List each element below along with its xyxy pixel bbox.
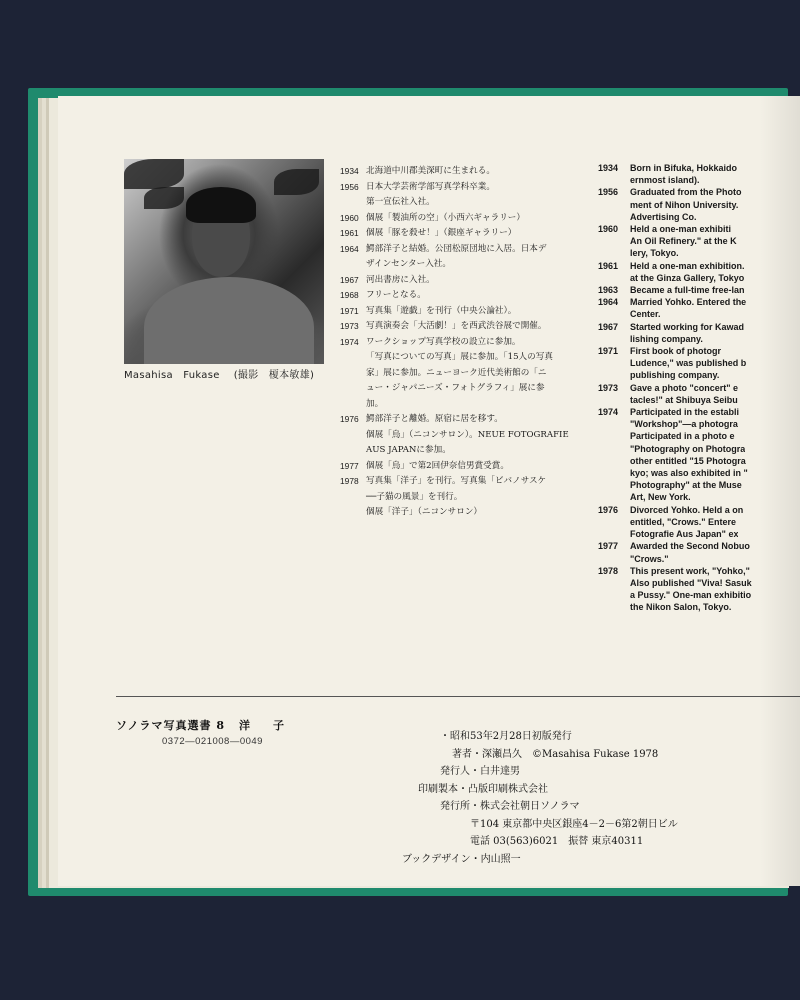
jp-year: 1960 <box>340 212 359 223</box>
en-entry-line <box>598 467 800 479</box>
jp-year <box>340 443 366 459</box>
en-text: Advertising Co. <box>630 211 697 222</box>
en-text: tacles!" at Shibuya Seibu <box>630 394 738 405</box>
jp-text: ザインセンター入社。 <box>366 259 451 269</box>
en-entry-line <box>598 479 800 491</box>
en-entry-line <box>598 199 800 211</box>
leaf-shape <box>144 187 184 209</box>
jp-year <box>340 195 366 211</box>
jp-year: 1961 <box>340 228 359 238</box>
en-year: 1978 <box>598 565 619 576</box>
jp-entry-line <box>340 242 640 258</box>
jp-text: 個展「豚を殺せ！」（銀座ギャラリー） <box>366 228 517 238</box>
photo-caption <box>124 366 314 381</box>
en-year <box>598 308 630 320</box>
caption-credit: (撮影 榎本敏雄) <box>233 370 315 381</box>
jp-year <box>340 381 366 397</box>
en-text: Started working for Kawad <box>630 321 745 332</box>
en-year <box>598 443 630 455</box>
en-entry-line <box>598 589 800 601</box>
en-year: 1971 <box>598 346 619 357</box>
en-year <box>598 174 630 186</box>
en-text: lery, Tokyo. <box>630 248 679 259</box>
jp-text: フリーとなる。 <box>366 290 426 300</box>
en-text: a Pussy." One-man exhibitio <box>630 590 752 601</box>
colophon-line: ブックデザイン・内山照一 <box>402 853 521 865</box>
en-entry-line <box>598 211 800 223</box>
portrait-hair <box>186 187 256 223</box>
en-year: 1977 <box>598 541 619 552</box>
en-year <box>598 577 630 589</box>
jp-year: 1973 <box>340 321 359 331</box>
en-entry-line <box>598 174 800 186</box>
colophon-line: 電話 03(563)6021 振替 東京40311 <box>470 836 644 847</box>
colophon-line: 印刷製本・凸版印刷株式会社 <box>418 783 548 795</box>
jp-text: 鰐部洋子と結婚。公団松原団地に入居。日本デ <box>366 243 547 254</box>
en-entry-line <box>598 260 800 272</box>
jp-year: 1974 <box>340 336 359 347</box>
jp-year <box>340 428 366 444</box>
en-year <box>598 418 630 430</box>
jp-text: 写真集「洋子」を刊行。写真集「ビバノサスケ <box>366 476 547 486</box>
en-entry-line <box>598 382 800 394</box>
jp-year: 1978 <box>340 476 359 486</box>
en-year <box>598 455 630 467</box>
en-year <box>598 479 630 491</box>
jp-entry-line <box>340 397 640 413</box>
colophon-line: 著者・深瀬昌久 ©Masahisa Fukase 1978 <box>452 748 659 760</box>
en-year <box>598 369 630 381</box>
en-year: 1967 <box>598 321 619 332</box>
en-year <box>598 211 630 223</box>
en-year <box>598 357 630 369</box>
en-text: Participated in a photo e <box>630 431 735 442</box>
en-text: Photography" at the Muse <box>630 480 742 491</box>
en-entry-line <box>598 272 800 284</box>
en-text: Graduated from the Photo <box>630 187 742 198</box>
en-entry-line <box>598 491 800 503</box>
jp-year: 1976 <box>340 414 359 424</box>
en-text: ment of Nihon University. <box>630 199 739 210</box>
en-entry-line <box>598 430 800 442</box>
english-chronology <box>598 162 800 614</box>
jp-year <box>340 257 366 273</box>
jp-year: 1977 <box>340 460 359 471</box>
en-entry-line <box>598 577 800 589</box>
jp-text: ワークショップ写真学校の設立に参加。 <box>366 336 521 347</box>
en-entry-line <box>598 296 800 308</box>
en-year <box>598 491 630 503</box>
jp-year: 1934 <box>340 166 359 176</box>
jp-text: 日本大学芸術学部写真学科卒業。 <box>366 181 495 192</box>
en-text: An Oil Refinery." at the K <box>630 236 737 247</box>
en-entry-line <box>598 540 800 552</box>
jp-entry-line <box>340 428 640 444</box>
en-entry-line <box>598 565 800 577</box>
en-year <box>598 528 630 540</box>
en-text: Awarded the Second Nobuo <box>630 541 750 552</box>
jp-year <box>340 505 366 521</box>
jp-entry-line <box>340 180 640 196</box>
jp-text: 個展「烏」（ニコンサロン）。NEUE FOTOGRAFIE <box>366 429 569 440</box>
jp-entry-line <box>340 350 640 366</box>
jp-text: 鰐部洋子と離婚。原宿に居を移す。 <box>366 414 503 424</box>
caption-name: Masahisa Fukase <box>124 370 220 381</box>
en-entry-line <box>598 186 800 198</box>
jp-entry-line <box>340 273 640 289</box>
en-year <box>598 516 630 528</box>
en-year <box>598 467 630 479</box>
portrait-photo <box>124 159 324 364</box>
en-text: other entitled "15 Photogra <box>630 455 746 466</box>
jp-entry-line <box>340 459 640 475</box>
en-text: Held a one-man exhibition. <box>630 260 745 271</box>
en-entry-line <box>598 528 800 540</box>
jp-entry-line <box>340 288 640 304</box>
en-year <box>598 235 630 247</box>
en-text: "Crows." <box>630 553 669 564</box>
en-text: publishing company. <box>630 370 720 381</box>
jp-text: 家」展に参加。ニューヨーク近代美術館の「ニ <box>366 367 547 378</box>
jp-entry-line <box>340 195 640 211</box>
en-year <box>598 430 630 442</box>
en-text: Became a full-time free-lan <box>630 285 745 296</box>
en-text: at the Ginza Gallery, Tokyo <box>630 272 745 283</box>
en-entry-line <box>598 443 800 455</box>
jp-year: 1967 <box>340 274 359 285</box>
en-entry-line <box>598 162 800 174</box>
en-year: 1963 <box>598 285 619 296</box>
en-year: 1974 <box>598 407 619 418</box>
jp-text: 第一宣伝社入社。 <box>366 197 435 207</box>
en-text: Participated in the establi <box>630 407 740 418</box>
series-title <box>116 717 290 733</box>
colophon <box>398 728 678 868</box>
en-year <box>598 272 630 284</box>
en-entry-line <box>598 247 800 259</box>
en-text: First book of photogr <box>630 346 721 357</box>
jp-text: 個展「洋子」（ニコンサロン） <box>366 507 483 517</box>
jp-entry-line <box>340 366 640 382</box>
en-text: ernmost island). <box>630 175 700 186</box>
jp-year <box>340 366 366 382</box>
en-entry-line <box>598 284 800 296</box>
en-entry-line <box>598 235 800 247</box>
en-text: Divorced Yohko. Held a on <box>630 504 744 515</box>
jp-text: 写真演奏会「大活劇！」を西武渋谷展で開催。 <box>366 321 547 331</box>
en-year: 1960 <box>598 224 619 235</box>
jp-text: 河出書房に入社。 <box>366 274 435 285</box>
en-text: Center. <box>630 309 661 320</box>
en-text: Gave a photo "concert" e <box>630 382 739 393</box>
en-year <box>598 589 630 601</box>
jp-year: 1964 <box>340 243 359 254</box>
jp-text: 北海道中川郡美深町に生まれる。 <box>366 166 495 176</box>
series-name: ソノラマ写真選書 8 <box>116 719 226 732</box>
en-entry-line <box>598 357 800 369</box>
en-year: 1976 <box>598 504 619 515</box>
japanese-chronology <box>340 164 640 521</box>
colophon-line: 発行所・株式会社朝日ソノラマ <box>440 801 580 812</box>
jp-entry-line <box>340 226 640 242</box>
jp-text: ュー・ジャパニーズ・フォトグラフィ」展に参 <box>366 383 545 393</box>
en-text: "Workshop"—a photogra <box>630 419 738 430</box>
en-entry-line <box>598 321 800 333</box>
colophon-line: 発行人・白井達男 <box>440 766 520 777</box>
colophon-line: 〒104 東京都中央区銀座4－2－6第2朝日ビル <box>470 818 678 830</box>
en-entry-line <box>598 308 800 320</box>
en-year: 1956 <box>598 187 619 198</box>
en-text: This present work, "Yohko," <box>630 565 750 576</box>
en-entry-line <box>598 516 800 528</box>
colophon-line: ・昭和53年2月28日初版発行 <box>440 731 572 742</box>
en-year <box>598 247 630 259</box>
divider-rule <box>116 696 800 697</box>
en-text: Married Yohko. Entered the <box>630 297 747 308</box>
jp-entry-line <box>340 335 640 351</box>
jp-entry-line <box>340 505 640 521</box>
en-entry-line <box>598 553 800 565</box>
en-text: lishing company. <box>630 333 703 344</box>
en-entry-line <box>598 333 800 345</box>
en-text: Ludence," was published b <box>630 358 747 369</box>
en-entry-line <box>598 601 800 613</box>
jp-text: 「写真についての写真」展に参加。「15人の写真 <box>366 352 553 362</box>
en-entry-line <box>598 345 800 357</box>
en-text: Also published "Viva! Sasuk <box>630 577 752 588</box>
jp-entry-line <box>340 412 640 428</box>
en-text: entitled, "Crows." Entere <box>630 516 737 527</box>
jp-year <box>340 397 366 413</box>
leaf-shape <box>124 159 184 189</box>
en-text: Art, New York. <box>630 492 691 503</box>
en-year: 1934 <box>598 163 619 173</box>
jp-year <box>340 350 366 366</box>
en-entry-line <box>598 223 800 235</box>
jp-year: 1956 <box>340 181 359 192</box>
jp-entry-line <box>340 474 640 490</box>
jp-entry-line <box>340 381 640 397</box>
en-text: "Photography on Photogra <box>630 443 746 454</box>
en-year: 1964 <box>598 297 619 308</box>
en-entry-line <box>598 369 800 381</box>
jp-entry-line <box>340 164 640 180</box>
jp-year: 1968 <box>340 290 359 300</box>
jp-text: 写真集「遊戯」を刊行（中央公論社）。 <box>366 305 517 316</box>
en-year <box>598 333 630 345</box>
jp-year <box>340 490 366 506</box>
book-code: 0372—021008—0049 <box>162 736 263 747</box>
en-text: Fotografie Aus Japan" ex <box>630 529 739 540</box>
leaf-shape <box>274 169 319 195</box>
en-text: the Nikon Salon, Tokyo. <box>630 602 732 613</box>
jp-text: 個展「烏」で第2回伊奈信男賞受賞。 <box>366 460 509 471</box>
jp-text: ──子猫の風景」を刊行。 <box>366 491 463 502</box>
jp-entry-line <box>340 490 640 506</box>
jp-entry-line <box>340 443 640 459</box>
en-entry-line <box>598 455 800 467</box>
jp-entry-line <box>340 211 640 227</box>
en-year: 1973 <box>598 382 619 393</box>
en-year <box>598 199 630 211</box>
jp-text: AUS JAPANに参加。 <box>366 445 451 455</box>
en-entry-line <box>598 504 800 516</box>
jp-text: 加。 <box>366 398 384 409</box>
en-entry-line <box>598 418 800 430</box>
en-text: Born in Bifuka, Hokkaido <box>630 163 738 173</box>
en-entry-line <box>598 394 800 406</box>
book-title: 洋 子 <box>239 719 291 732</box>
en-entry-line <box>598 406 800 418</box>
jp-year: 1971 <box>340 305 359 316</box>
en-text: Held a one-man exhibiti <box>630 224 732 235</box>
jp-entry-line <box>340 257 640 273</box>
en-year <box>598 601 630 613</box>
en-year <box>598 553 630 565</box>
jp-entry-line <box>340 304 640 320</box>
en-year: 1961 <box>598 260 619 271</box>
portrait-body <box>144 277 314 364</box>
en-text: kyo; was also exhibited in " <box>630 468 748 479</box>
book-page <box>58 96 800 886</box>
jp-text: 個展「製油所の空」（小西六ギャラリー） <box>366 212 525 223</box>
en-year <box>598 394 630 406</box>
jp-entry-line <box>340 319 640 335</box>
